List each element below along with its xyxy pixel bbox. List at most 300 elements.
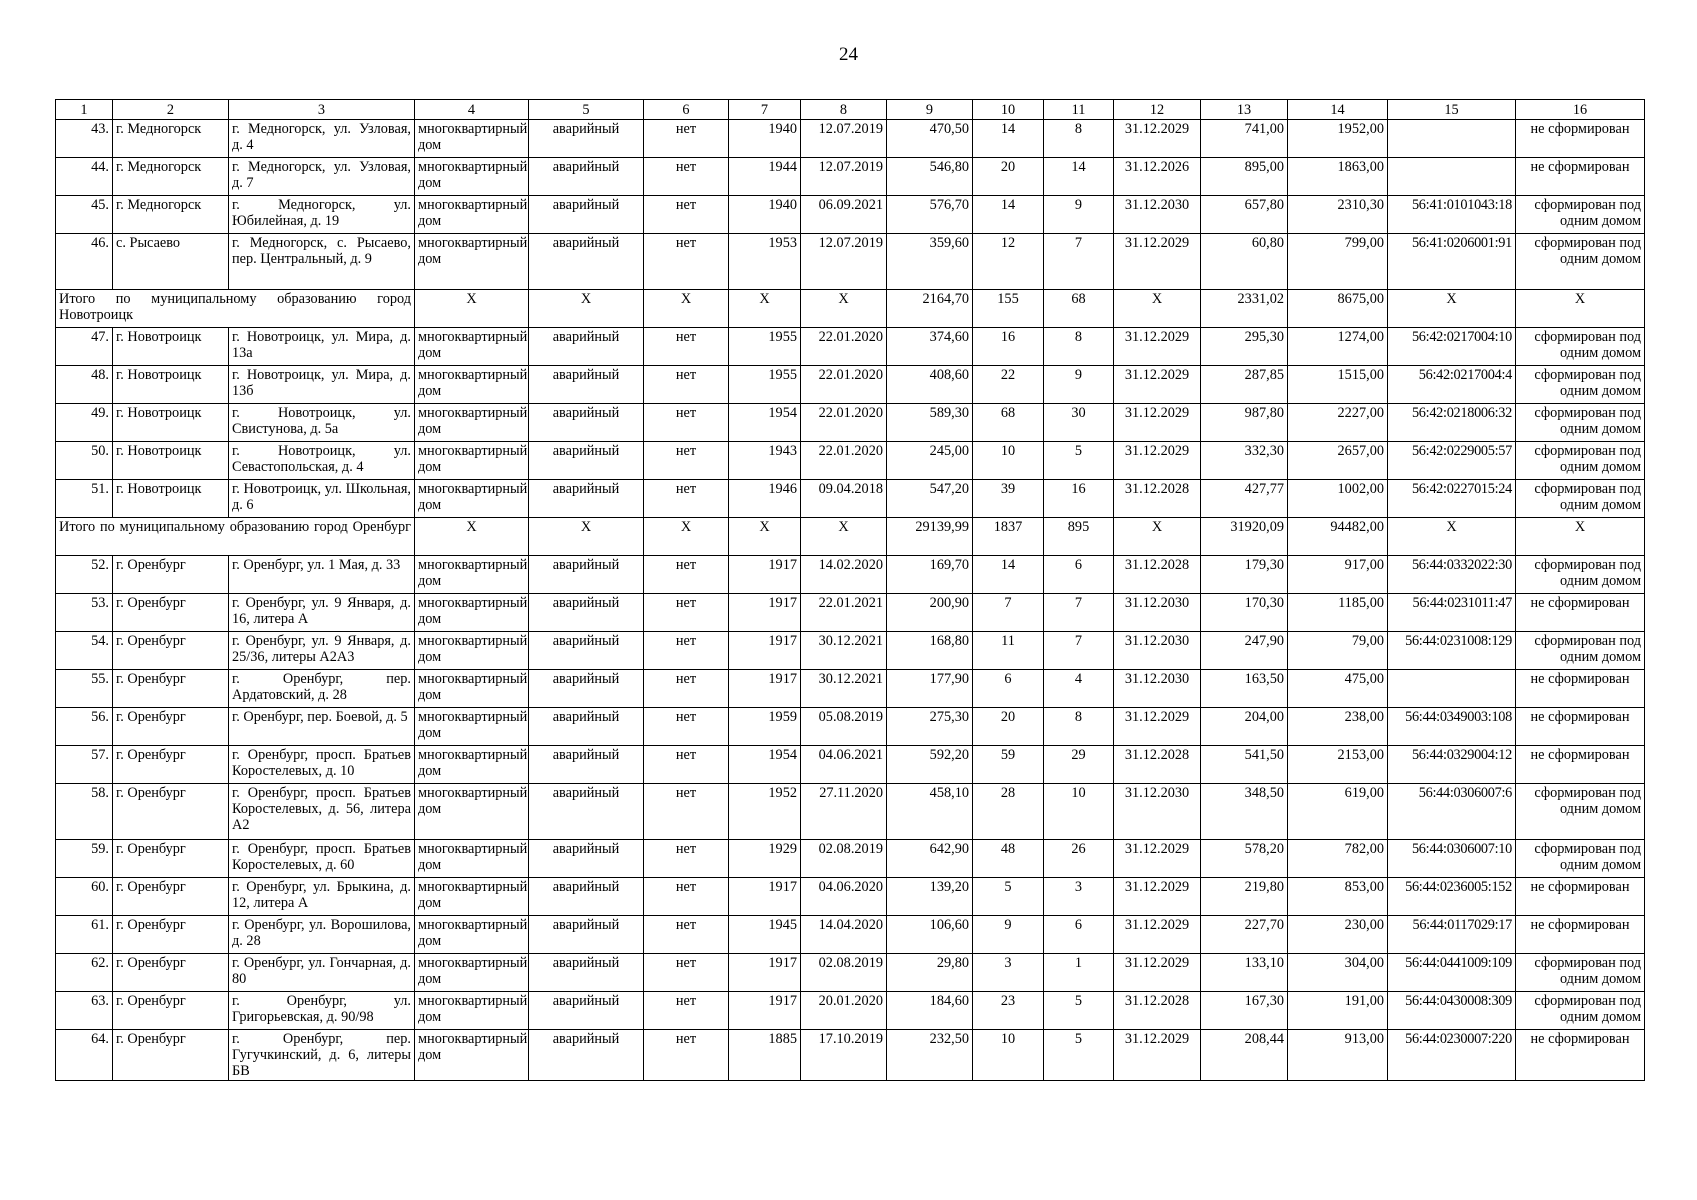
cadastral-number: 56:41:0206001:91	[1388, 234, 1516, 290]
condition-status: аварийный	[529, 196, 644, 234]
cadastral-number: 56:44:0329004:12	[1388, 746, 1516, 784]
col13-value: 287,85	[1201, 366, 1288, 404]
recognition-date: 12.07.2019	[801, 120, 887, 158]
col14-value: 238,00	[1288, 708, 1388, 746]
area-value: 642,90	[887, 840, 973, 878]
premises-count: 7	[1044, 632, 1114, 670]
cadastral-number: 56:44:0231008:129	[1388, 632, 1516, 670]
col14-value: 1515,00	[1288, 366, 1388, 404]
row-number: 50.	[56, 442, 113, 480]
col13-value: 179,30	[1201, 556, 1288, 594]
premises-count: 9	[1044, 366, 1114, 404]
column-header: 6	[644, 100, 729, 120]
building-type: многоквартирный дом	[415, 916, 529, 954]
col14-value: 1002,00	[1288, 480, 1388, 518]
condition-status: аварийный	[529, 840, 644, 878]
building-type: многоквартирный дом	[415, 954, 529, 992]
building-type: многоквартирный дом	[415, 196, 529, 234]
cadastral-number	[1388, 158, 1516, 196]
address: г. Медногорск, ул. Юбилейная, д. 19	[229, 196, 415, 234]
column-header: 3	[229, 100, 415, 120]
settlement: г. Оренбург	[113, 708, 229, 746]
recognition-date: 14.04.2020	[801, 916, 887, 954]
condition-status: аварийный	[529, 708, 644, 746]
build-year: 1917	[729, 992, 801, 1030]
cadastral-number: 56:42:0227015:24	[1388, 480, 1516, 518]
premises-count: 1	[1044, 954, 1114, 992]
resettlement-deadline: 31.12.2026	[1114, 158, 1201, 196]
x-mark: X	[1114, 518, 1201, 556]
residents-count: 20	[973, 708, 1044, 746]
address: г. Оренбург, ул. Григорьевская, д. 90/98	[229, 992, 415, 1030]
premises-count: 4	[1044, 670, 1114, 708]
basis-flag: нет	[644, 670, 729, 708]
col14-value: 1274,00	[1288, 328, 1388, 366]
recognition-date: 02.08.2019	[801, 840, 887, 878]
total-area: 2164,70	[887, 290, 973, 328]
resettlement-deadline: 31.12.2030	[1114, 594, 1201, 632]
condition-status: аварийный	[529, 366, 644, 404]
settlement: г. Медногорск	[113, 120, 229, 158]
premises-count: 3	[1044, 878, 1114, 916]
build-year: 1946	[729, 480, 801, 518]
x-mark: X	[729, 290, 801, 328]
residents-count: 6	[973, 670, 1044, 708]
settlement: г. Оренбург	[113, 632, 229, 670]
premises-count: 30	[1044, 404, 1114, 442]
condition-status: аварийный	[529, 878, 644, 916]
basis-flag: нет	[644, 120, 729, 158]
total-label-cell	[56, 518, 415, 556]
col13-value: 427,77	[1201, 480, 1288, 518]
area-value: 168,80	[887, 632, 973, 670]
build-year: 1953	[729, 234, 801, 290]
col14-value: 304,00	[1288, 954, 1388, 992]
total-row	[56, 518, 1645, 556]
total-col13: 31920,09	[1201, 518, 1288, 556]
table-row	[56, 328, 1645, 366]
land-plot-status: не сформирован	[1516, 670, 1645, 708]
land-plot-status: не сформирован	[1516, 708, 1645, 746]
col14-value: 230,00	[1288, 916, 1388, 954]
address: г. Оренбург, ул. Брыкина, д. 12, литера А	[229, 878, 415, 916]
recognition-date: 20.01.2020	[801, 992, 887, 1030]
cadastral-number	[1388, 120, 1516, 158]
resettlement-deadline: 31.12.2028	[1114, 480, 1201, 518]
x-mark: X	[729, 518, 801, 556]
residents-count: 68	[973, 404, 1044, 442]
row-number: 64.	[56, 1030, 113, 1081]
total-rooms: 68	[1044, 290, 1114, 328]
settlement: г. Оренбург	[113, 954, 229, 992]
row-number: 46.	[56, 234, 113, 290]
building-type: многоквартирный дом	[415, 556, 529, 594]
residents-count: 28	[973, 784, 1044, 840]
residents-count: 20	[973, 158, 1044, 196]
condition-status: аварийный	[529, 1030, 644, 1081]
condition-status: аварийный	[529, 992, 644, 1030]
residents-count: 48	[973, 840, 1044, 878]
land-plot-status: сформирован под одним домом	[1516, 366, 1645, 404]
resettlement-deadline: 31.12.2029	[1114, 404, 1201, 442]
settlement: г. Новотроицк	[113, 366, 229, 404]
building-type: многоквартирный дом	[415, 234, 529, 290]
column-header: 9	[887, 100, 973, 120]
recognition-date: 12.07.2019	[801, 158, 887, 196]
cadastral-number: 56:44:0349003:108	[1388, 708, 1516, 746]
total-label-cell	[56, 290, 415, 328]
basis-flag: нет	[644, 916, 729, 954]
address: г. Новотроицк, ул. Мира, д. 13а	[229, 328, 415, 366]
row-number: 58.	[56, 784, 113, 840]
col13-value: 163,50	[1201, 670, 1288, 708]
area-value: 184,60	[887, 992, 973, 1030]
cadastral-number: 56:44:0430008:309	[1388, 992, 1516, 1030]
condition-status: аварийный	[529, 234, 644, 290]
column-header: 2	[113, 100, 229, 120]
col13-value: 657,80	[1201, 196, 1288, 234]
build-year: 1945	[729, 916, 801, 954]
row-number: 63.	[56, 992, 113, 1030]
x-mark: X	[801, 518, 887, 556]
land-plot-status: не сформирован	[1516, 746, 1645, 784]
resettlement-deadline: 31.12.2028	[1114, 992, 1201, 1030]
resettlement-deadline: 31.12.2029	[1114, 954, 1201, 992]
basis-flag: нет	[644, 404, 729, 442]
residents-count: 3	[973, 954, 1044, 992]
col14-value: 475,00	[1288, 670, 1388, 708]
land-plot-status: сформирован под одним домом	[1516, 234, 1645, 290]
build-year: 1955	[729, 366, 801, 404]
land-plot-status: сформирован под одним домом	[1516, 442, 1645, 480]
col14-value: 2657,00	[1288, 442, 1388, 480]
build-year: 1944	[729, 158, 801, 196]
land-plot-status: не сформирован	[1516, 120, 1645, 158]
address: г. Оренбург, ул. 9 Января, д. 25/36, литеры А2А3	[229, 632, 415, 670]
total-people: 155	[973, 290, 1044, 328]
area-value: 200,90	[887, 594, 973, 632]
basis-flag: нет	[644, 784, 729, 840]
land-plot-status: сформирован под одним домом	[1516, 632, 1645, 670]
area-value: 232,50	[887, 1030, 973, 1081]
col14-value: 2227,00	[1288, 404, 1388, 442]
premises-count: 14	[1044, 158, 1114, 196]
residents-count: 14	[973, 120, 1044, 158]
condition-status: аварийный	[529, 442, 644, 480]
cadastral-number: 56:44:0332022:30	[1388, 556, 1516, 594]
row-number: 47.	[56, 328, 113, 366]
col13-value: 204,00	[1201, 708, 1288, 746]
resettlement-deadline: 31.12.2029	[1114, 878, 1201, 916]
address: г. Оренбург, ул. Гончарная, д. 80	[229, 954, 415, 992]
premises-count: 6	[1044, 556, 1114, 594]
column-header: 14	[1288, 100, 1388, 120]
col13-value: 227,70	[1201, 916, 1288, 954]
building-type: многоквартирный дом	[415, 120, 529, 158]
resettlement-deadline: 31.12.2029	[1114, 366, 1201, 404]
total-rooms: 895	[1044, 518, 1114, 556]
table-row	[56, 992, 1645, 1030]
settlement: с. Рысаево	[113, 234, 229, 290]
table-row	[56, 784, 1645, 840]
address: г. Оренбург, ул. 9 Января, д. 16, литера А	[229, 594, 415, 632]
recognition-date: 05.08.2019	[801, 708, 887, 746]
table-row	[56, 404, 1645, 442]
land-plot-status: не сформирован	[1516, 916, 1645, 954]
settlement: г. Новотроицк	[113, 328, 229, 366]
col14-value: 2153,00	[1288, 746, 1388, 784]
recognition-date: 22.01.2020	[801, 328, 887, 366]
address: г. Оренбург, ул. 1 Мая, д. 33	[229, 556, 415, 594]
housing-register-table	[55, 99, 1645, 1081]
address: г. Оренбург, пер. Ардатовский, д. 28	[229, 670, 415, 708]
resettlement-deadline: 31.12.2030	[1114, 632, 1201, 670]
condition-status: аварийный	[529, 746, 644, 784]
table-row	[56, 366, 1645, 404]
recognition-date: 17.10.2019	[801, 1030, 887, 1081]
settlement: г. Оренбург	[113, 670, 229, 708]
cadastral-number: 56:44:0306007:10	[1388, 840, 1516, 878]
settlement: г. Новотроицк	[113, 404, 229, 442]
col14-value: 913,00	[1288, 1030, 1388, 1081]
column-header: 1	[56, 100, 113, 120]
col13-value: 219,80	[1201, 878, 1288, 916]
build-year: 1943	[729, 442, 801, 480]
table-row	[56, 594, 1645, 632]
condition-status: аварийный	[529, 784, 644, 840]
column-header: 10	[973, 100, 1044, 120]
settlement: г. Оренбург	[113, 878, 229, 916]
recognition-date: 22.01.2021	[801, 594, 887, 632]
condition-status: аварийный	[529, 594, 644, 632]
building-type: многоквартирный дом	[415, 746, 529, 784]
total-area: 29139,99	[887, 518, 973, 556]
row-number: 52.	[56, 556, 113, 594]
build-year: 1955	[729, 328, 801, 366]
area-value: 592,20	[887, 746, 973, 784]
building-type: многоквартирный дом	[415, 670, 529, 708]
building-type: многоквартирный дом	[415, 1030, 529, 1081]
building-type: многоквартирный дом	[415, 594, 529, 632]
area-value: 547,20	[887, 480, 973, 518]
column-header: 12	[1114, 100, 1201, 120]
row-number: 45.	[56, 196, 113, 234]
building-type: многоквартирный дом	[415, 784, 529, 840]
land-plot-status: не сформирован	[1516, 158, 1645, 196]
col13-value: 541,50	[1201, 746, 1288, 784]
residents-count: 9	[973, 916, 1044, 954]
total-row	[56, 290, 1645, 328]
column-header: 13	[1201, 100, 1288, 120]
col14-value: 191,00	[1288, 992, 1388, 1030]
build-year: 1917	[729, 878, 801, 916]
table-row	[56, 954, 1645, 992]
premises-count: 8	[1044, 120, 1114, 158]
recognition-date: 09.04.2018	[801, 480, 887, 518]
x-mark: X	[529, 518, 644, 556]
col13-value: 348,50	[1201, 784, 1288, 840]
address: г. Оренбург, пер. Гугучкинский, д. 6, литеры БВ	[229, 1030, 415, 1081]
area-value: 169,70	[887, 556, 973, 594]
col14-value: 79,00	[1288, 632, 1388, 670]
col13-value: 295,30	[1201, 328, 1288, 366]
recognition-date: 30.12.2021	[801, 670, 887, 708]
basis-flag: нет	[644, 708, 729, 746]
recognition-date: 30.12.2021	[801, 632, 887, 670]
address: г. Оренбург, пер. Боевой, д. 5	[229, 708, 415, 746]
basis-flag: нет	[644, 878, 729, 916]
residents-count: 23	[973, 992, 1044, 1030]
row-number: 48.	[56, 366, 113, 404]
row-number: 55.	[56, 670, 113, 708]
table-body	[56, 120, 1645, 1081]
page-number: 24	[839, 44, 858, 65]
total-col14: 94482,00	[1288, 518, 1388, 556]
recognition-date: 22.01.2020	[801, 366, 887, 404]
resettlement-deadline: 31.12.2029	[1114, 916, 1201, 954]
settlement: г. Оренбург	[113, 916, 229, 954]
x-mark: X	[415, 290, 529, 328]
condition-status: аварийный	[529, 670, 644, 708]
settlement: г. Медногорск	[113, 196, 229, 234]
area-value: 177,90	[887, 670, 973, 708]
basis-flag: нет	[644, 1030, 729, 1081]
premises-count: 5	[1044, 442, 1114, 480]
row-number: 54.	[56, 632, 113, 670]
table-row	[56, 158, 1645, 196]
resettlement-deadline: 31.12.2029	[1114, 1030, 1201, 1081]
basis-flag: нет	[644, 480, 729, 518]
recognition-date: 22.01.2020	[801, 442, 887, 480]
residents-count: 10	[973, 1030, 1044, 1081]
condition-status: аварийный	[529, 120, 644, 158]
residents-count: 10	[973, 442, 1044, 480]
area-value: 546,80	[887, 158, 973, 196]
build-year: 1954	[729, 404, 801, 442]
basis-flag: нет	[644, 234, 729, 290]
area-value: 275,30	[887, 708, 973, 746]
col13-value: 741,00	[1201, 120, 1288, 158]
basis-flag: нет	[644, 632, 729, 670]
build-year: 1954	[729, 746, 801, 784]
row-number: 56.	[56, 708, 113, 746]
land-plot-status: сформирован под одним домом	[1516, 784, 1645, 840]
row-number: 62.	[56, 954, 113, 992]
residents-count: 16	[973, 328, 1044, 366]
build-year: 1959	[729, 708, 801, 746]
settlement: г. Оренбург	[113, 1030, 229, 1081]
col13-value: 208,44	[1201, 1030, 1288, 1081]
premises-count: 9	[1044, 196, 1114, 234]
col13-value: 247,90	[1201, 632, 1288, 670]
premises-count: 5	[1044, 992, 1114, 1030]
premises-count: 8	[1044, 708, 1114, 746]
cadastral-number: 56:42:0217004:10	[1388, 328, 1516, 366]
settlement: г. Оренбург	[113, 556, 229, 594]
row-number: 49.	[56, 404, 113, 442]
basis-flag: нет	[644, 442, 729, 480]
recognition-date: 27.11.2020	[801, 784, 887, 840]
build-year: 1940	[729, 196, 801, 234]
row-number: 57.	[56, 746, 113, 784]
col14-value: 853,00	[1288, 878, 1388, 916]
premises-count: 26	[1044, 840, 1114, 878]
address: г. Оренбург, просп. Братьев Коростелевых, д. 10	[229, 746, 415, 784]
land-plot-status: не сформирован	[1516, 878, 1645, 916]
row-number: 53.	[56, 594, 113, 632]
basis-flag: нет	[644, 196, 729, 234]
residents-count: 5	[973, 878, 1044, 916]
col13-value: 987,80	[1201, 404, 1288, 442]
col14-value: 1863,00	[1288, 158, 1388, 196]
recognition-date: 02.08.2019	[801, 954, 887, 992]
table-row	[56, 442, 1645, 480]
premises-count: 7	[1044, 594, 1114, 632]
settlement: г. Оренбург	[113, 992, 229, 1030]
col14-value: 917,00	[1288, 556, 1388, 594]
settlement: г. Оренбург	[113, 840, 229, 878]
resettlement-deadline: 31.12.2029	[1114, 708, 1201, 746]
table-row	[56, 480, 1645, 518]
building-type: многоквартирный дом	[415, 328, 529, 366]
premises-count: 7	[1044, 234, 1114, 290]
resettlement-deadline: 31.12.2029	[1114, 442, 1201, 480]
land-plot-status: сформирован под одним домом	[1516, 196, 1645, 234]
col14-value: 1952,00	[1288, 120, 1388, 158]
premises-count: 16	[1044, 480, 1114, 518]
recognition-date: 12.07.2019	[801, 234, 887, 290]
residents-count: 22	[973, 366, 1044, 404]
col14-value: 2310,30	[1288, 196, 1388, 234]
col14-value: 799,00	[1288, 234, 1388, 290]
land-plot-status: сформирован под одним домом	[1516, 840, 1645, 878]
building-type: многоквартирный дом	[415, 442, 529, 480]
build-year: 1917	[729, 594, 801, 632]
address: г. Медногорск, ул. Узловая, д. 7	[229, 158, 415, 196]
premises-count: 10	[1044, 784, 1114, 840]
build-year: 1929	[729, 840, 801, 878]
address: г. Оренбург, просп. Братьев Коростелевых, д. 60	[229, 840, 415, 878]
table-row	[56, 878, 1645, 916]
resettlement-deadline: 31.12.2030	[1114, 196, 1201, 234]
area-value: 470,50	[887, 120, 973, 158]
total-label: Итого по муниципальному образованию город Новотроицк	[59, 291, 411, 323]
area-value: 245,00	[887, 442, 973, 480]
settlement: г. Оренбург	[113, 746, 229, 784]
cadastral-number: 56:42:0218006:32	[1388, 404, 1516, 442]
build-year: 1885	[729, 1030, 801, 1081]
condition-status: аварийный	[529, 480, 644, 518]
basis-flag: нет	[644, 328, 729, 366]
basis-flag: нет	[644, 954, 729, 992]
col13-value: 332,30	[1201, 442, 1288, 480]
area-value: 589,30	[887, 404, 973, 442]
basis-flag: нет	[644, 366, 729, 404]
x-mark: X	[1388, 290, 1516, 328]
settlement: г. Медногорск	[113, 158, 229, 196]
land-plot-status: не сформирован	[1516, 594, 1645, 632]
area-value: 458,10	[887, 784, 973, 840]
address: г. Новотроицк, ул. Мира, д. 13б	[229, 366, 415, 404]
basis-flag: нет	[644, 992, 729, 1030]
table-row	[56, 632, 1645, 670]
resettlement-deadline: 31.12.2029	[1114, 120, 1201, 158]
address: г. Медногорск, с. Рысаево, пер. Центральный, д. 9	[229, 234, 415, 290]
x-mark: X	[1516, 518, 1645, 556]
residents-count: 12	[973, 234, 1044, 290]
build-year: 1917	[729, 954, 801, 992]
column-header: 4	[415, 100, 529, 120]
